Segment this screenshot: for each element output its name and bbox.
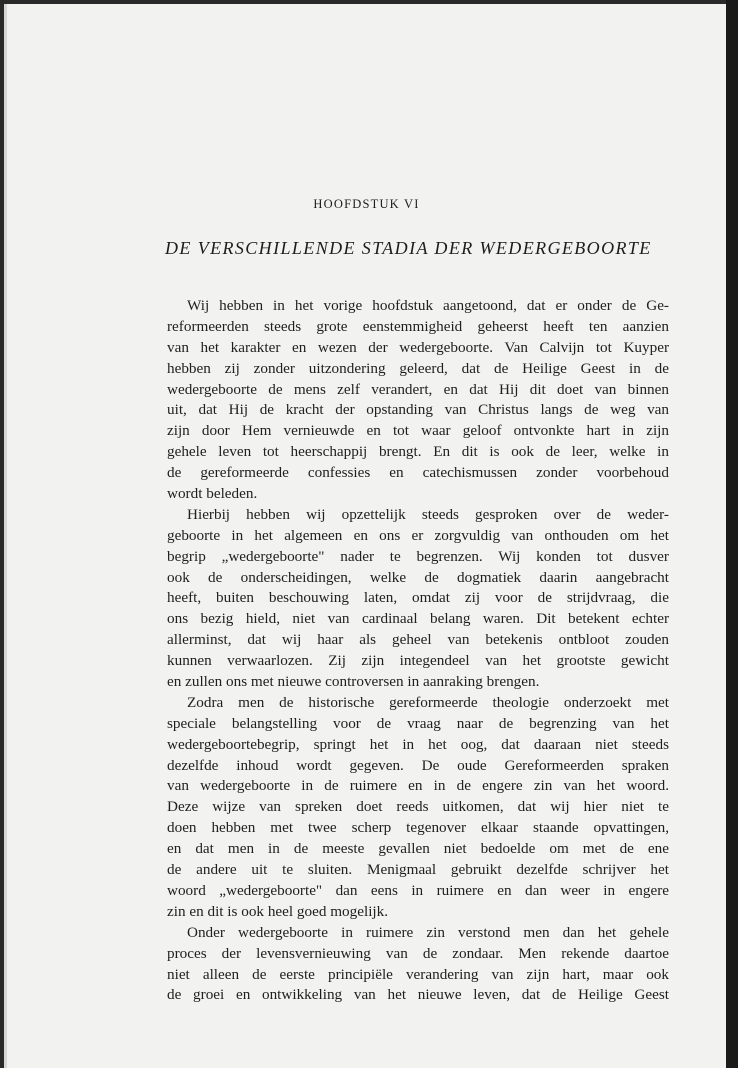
text-line: wordt beleden. <box>167 485 258 503</box>
body-text <box>167 296 669 1006</box>
text-line: de gereformeerde confessies en catechismussen zonder voorbehoud <box>167 464 669 482</box>
text-line: speciale belangstelling voor de vraag naar de begrenzing van het <box>167 714 669 732</box>
text-line: Onder wedergeboorte in ruimere zin verstond men dan het gehele <box>187 923 669 941</box>
page-edge <box>726 0 738 1068</box>
text-line: niet alleen de eerste principiële verandering van zijn hart, maar ook <box>167 965 669 983</box>
text-line: ook de onderscheidingen, welke de dogmatiek daarin aangebracht <box>167 568 669 586</box>
text-line: van wedergeboorte in de ruimere en in de engere zin van het woord. <box>167 777 669 795</box>
text-line: begrip „wedergeboorte" nader te begrenzen. Wij konden tot dusver <box>167 547 669 565</box>
paragraph-2 <box>167 505 669 693</box>
text-line: hebben zij zonder uitzondering geleerd, dat de Heilige Geest in de <box>167 359 669 377</box>
paragraph-1 <box>167 296 669 505</box>
chapter-title: DE VERSCHILLENDE STADIA DER WEDERGEBOORTE <box>165 238 652 258</box>
text-line: van het karakter en wezen der wedergeboorte. Van Calvijn tot Kuyper <box>167 338 669 356</box>
text-line: kunnen verwaarlozen. Zij zijn integendeel van het grootste gewicht <box>167 652 669 670</box>
text-line: allerminst, dat wij haar als geheel van betekenis ontbloot zouden <box>167 631 669 649</box>
paragraph-3 <box>167 693 669 923</box>
text-line: zin en dit is ook heel goed mogelijk. <box>167 902 389 920</box>
text-line: Deze wijze van spreken doet reeds uitkomen, dat wij hier niet te <box>167 798 669 816</box>
chapter-label: HOOFDSTUK VI <box>313 197 420 211</box>
text-line: de andere uit te sluiten. Menigmaal gebruikt dezelfde schrijver het <box>167 861 669 879</box>
text-line: de groei en ontwikkeling van het nieuwe leven, dat de Heilige Geest <box>167 986 669 1004</box>
text-line: zijn door Hem vernieuwde en tot waar geloof ontvonkte hart in zijn <box>167 422 669 440</box>
text-line: proces der levensvernieuwing van de zondaar. Men rekende daartoe <box>167 944 669 962</box>
text-line: geboorte in het algemeen en ons er zorgvuldig van onthouden om het <box>167 526 669 544</box>
text-line: Hierbij hebben wij opzettelijk steeds gesproken over de weder- <box>187 505 669 523</box>
text-line: wedergeboortebegrip, springt het in het oog, dat daaraan niet steeds <box>167 735 669 753</box>
book-page <box>4 4 726 1068</box>
text-line: uit, dat Hij de kracht der opstanding van Christus langs de weg van <box>167 401 669 419</box>
text-line: wedergeboorte de mens zelf verandert, en dat Hij dit doet van binnen <box>167 380 669 398</box>
text-line: Zodra men de historische gereformeerde theologie onderzoekt met <box>187 693 669 711</box>
text-line: woord „wedergeboorte" dan eens in ruimere en dan weer in engere <box>167 881 669 899</box>
text-line: heeft, buiten beschouwing laten, omdat zij voor de strijdvraag, die <box>167 589 669 607</box>
text-line: doen hebben met twee scherp tegenover elkaar staande opvattingen, <box>167 819 669 837</box>
text-line: reformeerden steeds grote eenstemmigheid geheerst heeft ten aanzien <box>167 317 669 335</box>
paragraph-4 <box>167 923 669 1007</box>
text-line: Wij hebben in het vorige hoofdstuk aangetoond, dat er onder de Ge- <box>187 297 669 314</box>
text-line: en dat men in de meeste gevallen niet bedoelde om met de ene <box>167 840 669 858</box>
text-line: en zullen ons met nieuwe controversen in aanraking brengen. <box>167 673 540 691</box>
text-line: dezelfde inhoud wordt gegeven. De oude Gereformeerden spraken <box>167 756 669 774</box>
text-line: gehele leven tot heerschappij brengt. En dit is ook de leer, welke in <box>167 443 669 461</box>
text-line: ons bezig hield, niet van cardinaal belang waren. Dit betekent echter <box>167 610 669 628</box>
